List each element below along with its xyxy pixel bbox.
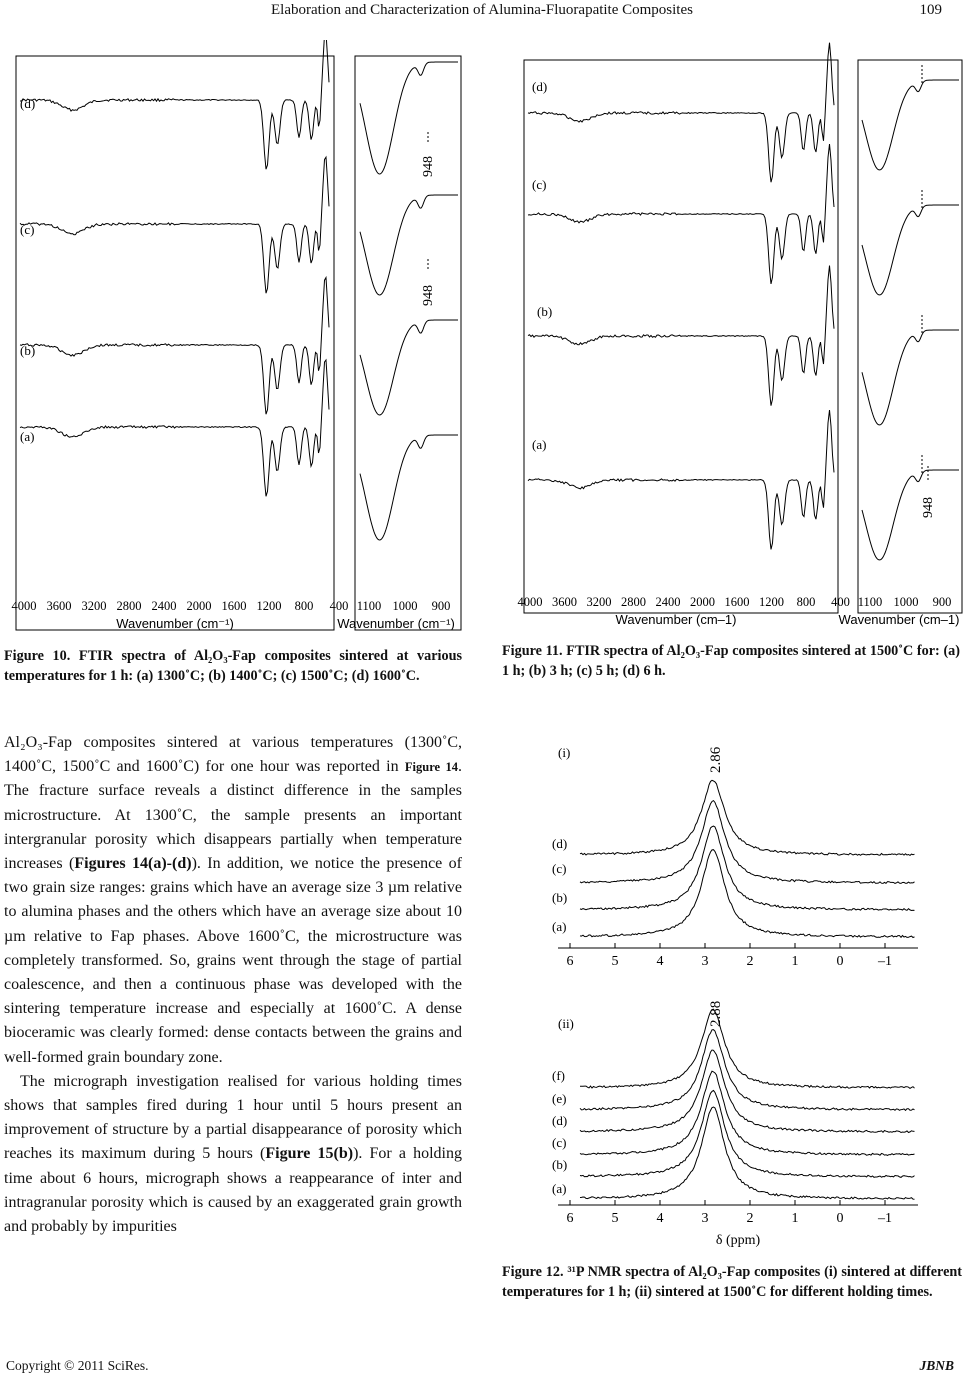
- fig11-inset-spectrum-2: [862, 330, 959, 425]
- figure-12-caption: [502, 1262, 962, 1302]
- fig10-marker-948-mid: 948: [421, 285, 436, 306]
- fig10-inset-tick: 1000: [392, 599, 418, 613]
- fig11-spectrum-0: [528, 43, 834, 183]
- fig12-tick-label: 6: [566, 1211, 574, 1226]
- fig10-inset-tick-labels: [357, 599, 451, 613]
- fig11-spectrum-3: [528, 410, 834, 549]
- fig12-i-spectrum-0: [580, 780, 915, 855]
- p1-part-b: . The fracture surface reveals a distinct difference in the samples microstructure. At 1300˚C, the sample presents an important intergranular porosity which disappears partially when temperature increases (: [4, 758, 462, 873]
- fig11-main-tick: 2400: [655, 595, 681, 609]
- fig12-i-label-c: (c): [552, 861, 567, 876]
- p1-figure-ref-1[interactable]: Figure 14: [404, 760, 458, 775]
- fig12-panel-ii-label: (ii): [558, 1016, 574, 1031]
- fig10-spectrum-1: [20, 157, 329, 293]
- paragraph-2: [4, 1070, 462, 1239]
- fig12-panel-ii-spectra: [580, 1009, 915, 1199]
- fig12-ii-label-c: (c): [552, 1135, 567, 1150]
- figure-12: [520, 705, 964, 1250]
- fig12-tick-label: 5: [611, 954, 619, 969]
- fig11-label-a: (a): [532, 437, 547, 452]
- fig11-main-axis-title: Wavenumber (cm–1): [615, 612, 737, 627]
- footer-copyright: Copyright © 2011 SciRes.: [6, 1358, 149, 1373]
- fig11-main-tick: 1600: [724, 595, 750, 609]
- figure-11-caption-text: FTIR spectra of Al₂O₃-Fap composites sintered at 1500˚C for: (a) 1 h; (b) 3 h; (c) 5 h; (d) 6 h.: [502, 643, 960, 679]
- fig11-marker-948: 948: [921, 497, 936, 518]
- fig10-main-tick: 3600: [46, 599, 72, 613]
- fig11-inset-spectrum-1: [862, 205, 959, 295]
- fig10-label-a: (a): [20, 429, 35, 444]
- fig11-main-tick: 1200: [759, 595, 784, 609]
- fig10-spectrum-2: [20, 278, 329, 415]
- fig12-ii-spectrum-4: [580, 1090, 915, 1177]
- fig10-label-b: (b): [20, 343, 36, 358]
- fig10-inset-frame: [355, 56, 461, 630]
- fig11-label-d: (d): [532, 79, 548, 94]
- fig12-i-label-b: (b): [552, 890, 568, 905]
- fig10-main-tick: 1200: [256, 599, 282, 613]
- figure-12-caption-text: ³¹P NMR spectra of Al₂O₃-Fap composites (i) sintered at different temperatures for 1 h; (ii) sintered at 1500˚C for different holding times.: [502, 1264, 963, 1300]
- fig11-inset-tick: 1000: [893, 595, 919, 609]
- fig12-ii-spectrum-3: [580, 1071, 915, 1155]
- fig12-tick-label: 1: [791, 1211, 799, 1226]
- fig11-main-tick: 4000: [517, 595, 543, 609]
- fig12-ii-label-e: (e): [552, 1091, 567, 1106]
- fig12-panel-i-spectra: [580, 780, 915, 937]
- fig10-inset-spectrum-0: [360, 62, 458, 174]
- fig11-main-tick: 2800: [621, 595, 646, 609]
- figure-11-caption-prefix: Figure 11.: [502, 643, 563, 659]
- fig12-ii-label-b: (b): [552, 1157, 568, 1172]
- fig10-inset-tick: 1100: [356, 599, 382, 613]
- fig10-main-tick: 800: [294, 599, 314, 613]
- footer-journal: JBNB: [919, 1358, 954, 1373]
- fig11-main-tick: 400: [831, 595, 850, 609]
- fig10-inset-spectrum-2: [360, 320, 458, 415]
- fig12-ii-label-f: (f): [552, 1068, 565, 1083]
- figure-11: [494, 40, 964, 630]
- body-text: [4, 731, 462, 1239]
- figure-11-caption: [502, 641, 960, 681]
- p1-part-a: Al₂O₃-Fap composites sintered at various temperatures (1300˚C, 1400˚C, 1500˚C and 1600˚C) for one hour was reported in: [4, 734, 462, 776]
- fig10-main-tick: 1600: [221, 599, 247, 613]
- fig10-main-tick: 2800: [116, 599, 142, 613]
- fig10-main-tick: 3200: [81, 599, 107, 613]
- fig12-axis-title: δ (ppm): [715, 1233, 761, 1248]
- fig11-inset-frame: [858, 60, 962, 613]
- p1-figure-ref-2[interactable]: Figures 14(a)-(d): [74, 855, 192, 873]
- fig12-tick-label: 2: [746, 1211, 754, 1226]
- figure-10-caption-prefix: Figure 10.: [4, 648, 71, 664]
- fig12-tick-label: –1: [878, 1211, 892, 1226]
- fig11-inset-tick: 1100: [857, 595, 883, 609]
- fig10-main-axis-title: Wavenumber (cm⁻¹): [116, 616, 234, 631]
- fig10-marker-948-top: 948: [421, 156, 436, 177]
- fig11-main-tick: 3600: [552, 595, 577, 609]
- fig10-main-tick: 4000: [11, 599, 37, 613]
- fig12-i-spectrum-2: [580, 826, 915, 910]
- figure-10-caption-text: FTIR spectra of Al₂O₃-Fap composites sintered at various temperatures for 1 h: (a) 1300˚C; (b) 1400˚C; (c) 1500˚C; (d) 1600˚C.: [4, 648, 462, 684]
- figure-12-caption-prefix: Figure 12.: [502, 1264, 564, 1280]
- fig10-inset-spectrum-3: [360, 435, 458, 540]
- fig11-label-b: (b): [537, 304, 553, 319]
- p2-figure-ref[interactable]: Figure 15(b): [265, 1145, 354, 1163]
- figure-10: [0, 40, 470, 640]
- fig12-i-spectrum-1: [580, 801, 915, 884]
- fig10-main-tick-labels: [12, 599, 349, 613]
- fig11-inset-tick-labels: [858, 595, 952, 609]
- fig12-tick-label: 1: [791, 954, 799, 969]
- fig12-ii-spectrum-2: [580, 1050, 915, 1133]
- p2-part-a: The micrograph investigation realised for various holding times shows that samples fired during 1 hour until 5 hours present an improvement of structure by a partial disappearance of porosity which reaches its maximum during 5 hours (: [4, 1072, 462, 1163]
- fig12-i-label-d: (d): [552, 836, 568, 851]
- fig11-spectrum-2: [528, 266, 834, 406]
- p1-part-c: ). In addition, we notice the presence of two grain size ranges: grains which have an average size 3 µm relative to alumina phases and the others which have an average size about 10 µm relative to Fap phases. Above 1600˚C, the microstructure was completely transformed. So, grains went through the stage of partial coalescence, and then a continuous phase was developed with the sintering temperature increase and especially at 1600˚C. A dense bioceramic was clearly formed: dense contacts between the grains and well-formed grain boundary zone.: [4, 855, 463, 1066]
- fig10-spectrum-3: [20, 360, 329, 496]
- fig10-inset-spectra: [360, 62, 458, 540]
- fig12-ii-spectrum-1: [580, 1030, 915, 1111]
- fig12-tick-label: 6: [566, 954, 574, 969]
- fig12-peak-label-ii: 2.88: [708, 1000, 724, 1027]
- fig11-main-tick: 800: [796, 595, 816, 609]
- fig12-top-tick-labels: [567, 943, 893, 969]
- fig11-inset-spectra: [862, 65, 959, 560]
- fig11-inset-spectrum-0: [862, 80, 959, 170]
- fig12-ii-label-a: (a): [552, 1181, 567, 1196]
- fig12-peak-label-i: 2.86: [708, 746, 724, 773]
- fig12-tick-label: 0: [836, 1211, 844, 1226]
- fig12-tick-label: –1: [878, 954, 892, 969]
- fig10-spectrum-0: [20, 40, 329, 169]
- figure-10-caption: [4, 646, 462, 686]
- fig10-label-d: (d): [20, 96, 36, 111]
- fig10-inset-axis-title: Wavenumber (cm⁻¹): [337, 616, 455, 631]
- fig11-main-tick: 3200: [586, 595, 612, 609]
- fig12-tick-label: 5: [611, 1211, 619, 1226]
- fig12-i-spectrum-3: [580, 850, 915, 938]
- fig12-tick-label: 2: [746, 954, 754, 969]
- fig10-label-c: (c): [20, 222, 35, 237]
- fig12-tick-label: 3: [701, 954, 709, 969]
- fig11-main-tick-labels: [518, 595, 850, 609]
- fig10-inset-tick: 900: [431, 599, 451, 613]
- fig12-tick-label: 0: [836, 954, 844, 969]
- fig12-i-label-a: (a): [552, 919, 567, 934]
- fig12-tick-label: 4: [656, 1211, 664, 1226]
- fig10-main-tick: 2400: [151, 599, 177, 613]
- fig10-inset-spectrum-1: [360, 195, 458, 295]
- fig12-panel-i-label: (i): [558, 745, 571, 760]
- fig12-ii-label-d: (d): [552, 1113, 568, 1128]
- fig11-label-c: (c): [532, 177, 547, 192]
- fig11-inset-axis-title: Wavenumber (cm–1): [838, 612, 960, 627]
- fig12-tick-label: 3: [701, 1211, 709, 1226]
- fig10-main-tick: 400: [329, 599, 349, 613]
- p2-part-b: ). For a holding time about 6 hours, micrograph shows a reappearance of inter and intragranular porosity which is caused by an exaggerated grain growth and probably by impurities: [4, 1145, 462, 1236]
- running-title: Elaboration and Characterization of Alumina-Fluorapatite Composites: [271, 2, 693, 18]
- fig11-inset-tick: 900: [932, 595, 952, 609]
- fig12-ii-spectrum-0: [580, 1009, 915, 1088]
- fig12-bottom-tick-labels: [567, 1200, 893, 1226]
- fig10-main-spectra: [20, 40, 329, 496]
- fig11-inset-spectrum-3: [862, 470, 959, 560]
- fig12-tick-label: 4: [656, 954, 664, 969]
- paragraph-1: [4, 731, 462, 1070]
- page-number: 109: [919, 2, 942, 18]
- fig11-main-spectra: [528, 43, 834, 550]
- fig10-main-frame: [16, 56, 334, 630]
- fig10-main-tick: 2000: [186, 599, 212, 613]
- fig11-spectrum-1: [528, 144, 834, 284]
- fig11-main-tick: 2000: [690, 595, 715, 609]
